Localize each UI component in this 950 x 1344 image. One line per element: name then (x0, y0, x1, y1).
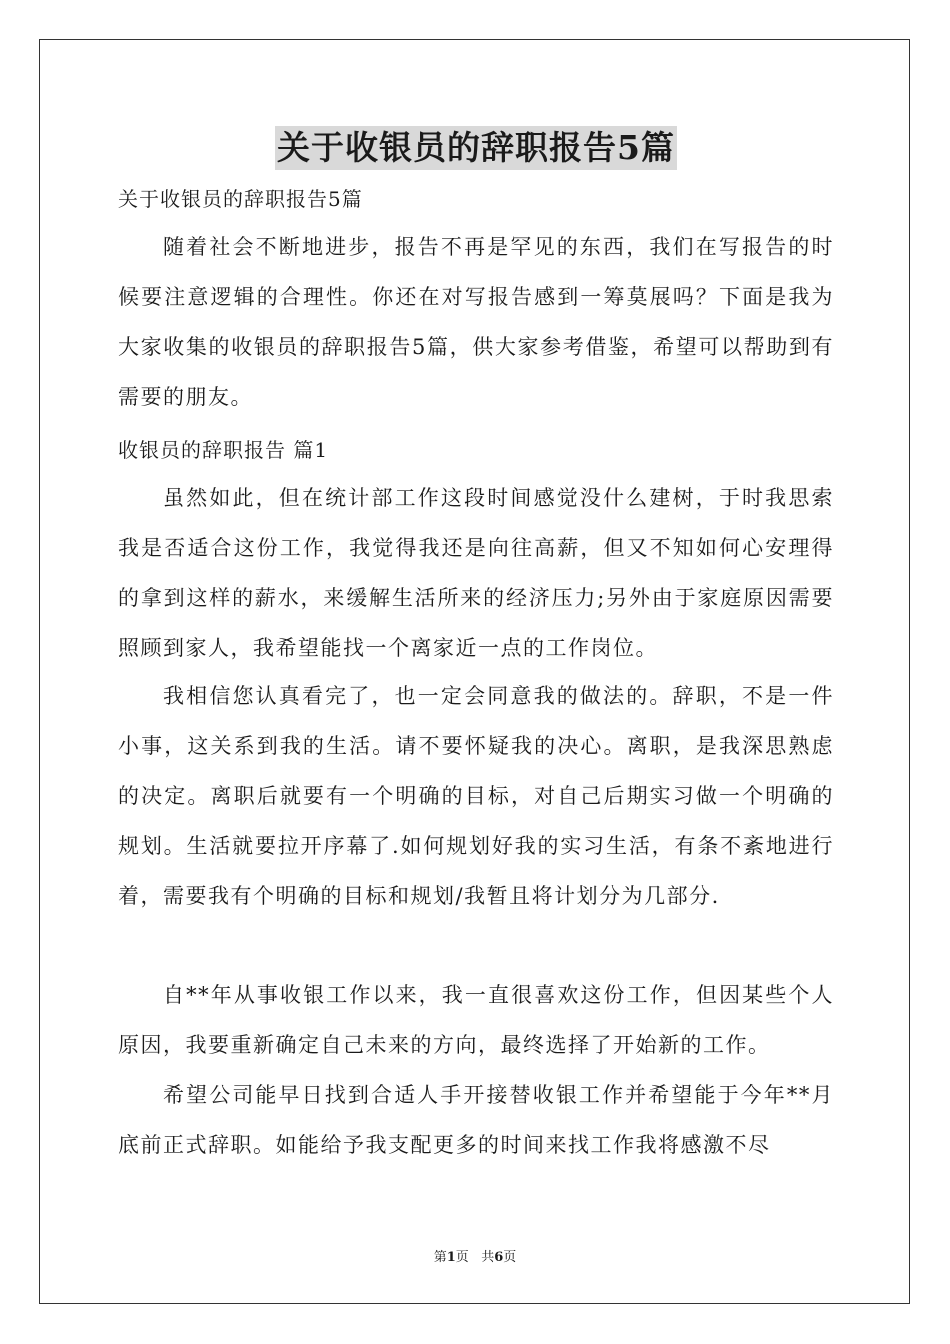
paragraph-2: 我相信您认真看完了，也一定会同意我的做法的。辞职，不是一件小事，这关系到我的生活。请不要怀疑我的决心。离职，是我深思熟虑的决定。离职后就要有一个明确的目标，对自己后期实习做一个明确的规划。生活就要拉开序幕了.如何规划好我的实习生活，有条不紊地进行着，需要我有个明确的目标和规划/我暂且将计划分为几部分. (118, 684, 834, 908)
document-title: 关于收银员的辞职报告5篇 (275, 126, 677, 170)
page-prefix: 第 (433, 1250, 447, 1265)
section-heading: 收银员的辞职报告 篇1 (118, 438, 329, 462)
page-suffix: 页 (455, 1250, 469, 1265)
paragraph-4: 希望公司能早日找到合适人手开接替收银工作并希望能于今年**月底前正式辞职。如能给予我支配更多的时间来找工作我将感激不尽 (118, 1083, 834, 1157)
title-wrap (118, 126, 834, 170)
page-footer (0, 1248, 950, 1268)
total-prefix: 共 (481, 1250, 495, 1265)
total-suffix: 页 (503, 1250, 517, 1265)
total-pages: 6 (494, 1250, 504, 1265)
intro-paragraph: 随着社会不断地进步，报告不再是罕见的东西，我们在写报告的时候要注意逻辑的合理性。你还在对写报告感到一筹莫展吗？下面是我为大家收集的收银员的辞职报告5篇，供大家参考借鉴，希望可以帮助到有需要的朋友。 (118, 235, 834, 409)
paragraph-1: 虽然如此，但在统计部工作这段时间感觉没什么建树，于时我思索我是否适合这份工作，我觉得我还是向往高薪，但又不知如何心安理得的拿到这样的薪水，来缓解生活所来的经济压力;另外由于家庭原因需要照顾到家人，我希望能找一个离家近一点的工作岗位。 (118, 486, 834, 660)
page-number: 1 (446, 1250, 456, 1265)
paragraph-3: 自**年从事收银工作以来，我一直很喜欢这份工作，但因某些个人原因，我要重新确定自己未来的方向，最终选择了开始新的工作。 (118, 983, 834, 1057)
document-subtitle: 关于收银员的辞职报告5篇 (118, 187, 363, 211)
